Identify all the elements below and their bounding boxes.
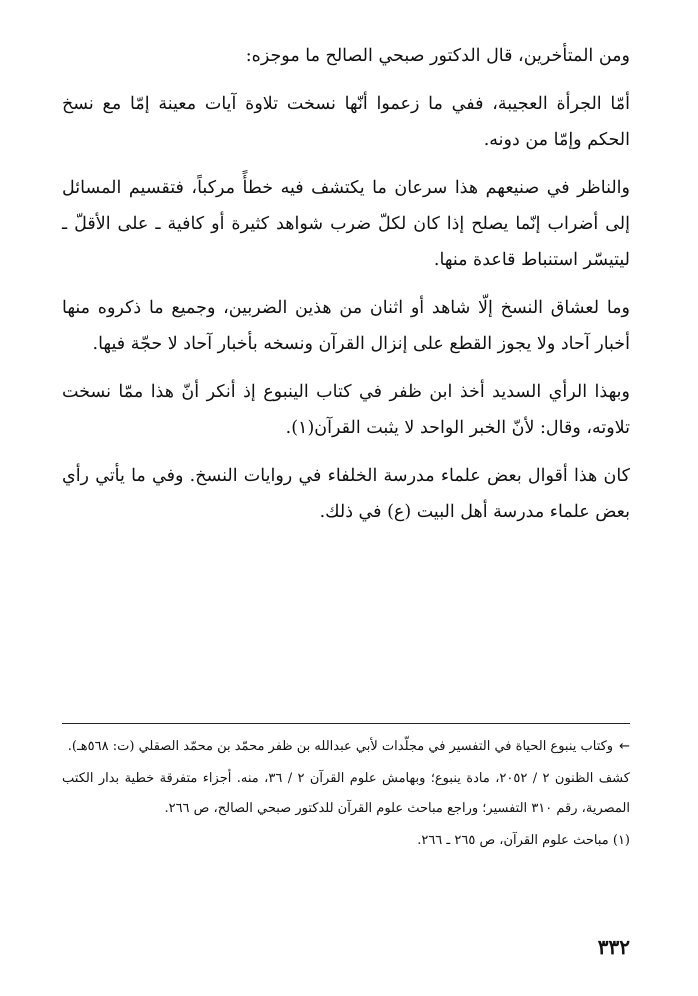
footnote-1: (١) مباحث علوم القرآن، ص ٢٦٥ ـ ٢٦٦. bbox=[417, 833, 630, 848]
main-text bbox=[62, 38, 630, 542]
footnote-divider bbox=[62, 723, 630, 724]
paragraph-1: ومن المتأخرين، قال الدكتور صبحي الصالح ما موجزه: bbox=[245, 46, 630, 66]
footnote-continued-text: وكتاب ينبوع الحياة في التفسير في مجلّدات لأبي عبدالله بن ظفر محمّد بن محمّد الصقلي (ت: ٥٦٨هـ). bbox=[67, 739, 614, 754]
paragraph-4: وما لعشاق النسخ إلّا شاهد أو اثنان من هذين الضربين، وجميع ما ذكروه منها أخبار آحاد ولا يجوز القطع على إنزال القرآن ونسخه بأخبار آحاد لا حجّة فيها. bbox=[62, 298, 630, 354]
paragraph-3: والناظر في صنيعهم هذا سرعان ما يكتشف فيه خطأً مركباً، فتقسيم المسائل إلى أضراب إنّما يصلح إذا كان لكلّ ضرب شواهد كثيرة أو كافية ـ على الأقلّ ـ ليتيسّر استنباط قاعدة منها. bbox=[62, 178, 630, 270]
paragraph-2: أمّا الجرأة العجيبة، ففي ما زعموا أنّها نسخت تلاوة آيات معينة إمّا مع نسخ الحكم وإمّا من دونه. bbox=[62, 94, 630, 150]
page-number: ٣٣٢ bbox=[597, 935, 630, 959]
footnote-continued bbox=[62, 732, 630, 762]
footnote-reference: كشف الظنون ٢ / ٢٠٥٢، مادة ينبوع؛ وبهامش علوم القرآن ٢ / ٣٦، منه. أجزاء متفرقة خطية بدار الكتب المصرية، رقم ٣١٠ التفسير؛ وراجع مباحث علوم القرآن للدكتور صبحي الصالح، ص ٢٦٦. bbox=[62, 771, 630, 816]
footnotes-section bbox=[62, 723, 630, 858]
continuation-arrow-icon: ← bbox=[619, 739, 630, 754]
paragraph-6: كان هذا أقوال بعض علماء مدرسة الخلفاء في روايات النسخ. وفي ما يأتي رأي بعض علماء مدرسة أهل البيت (ع) في ذلك. bbox=[62, 466, 630, 522]
paragraph-5: وبهذا الرأي السديد أخذ ابن ظفر في كتاب الينبوع إذ أنكر أنّ هذا ممّا نسخت تلاوته، وقال: لأنّ الخبر الواحد لا يثبت القرآن(١). bbox=[62, 382, 630, 438]
